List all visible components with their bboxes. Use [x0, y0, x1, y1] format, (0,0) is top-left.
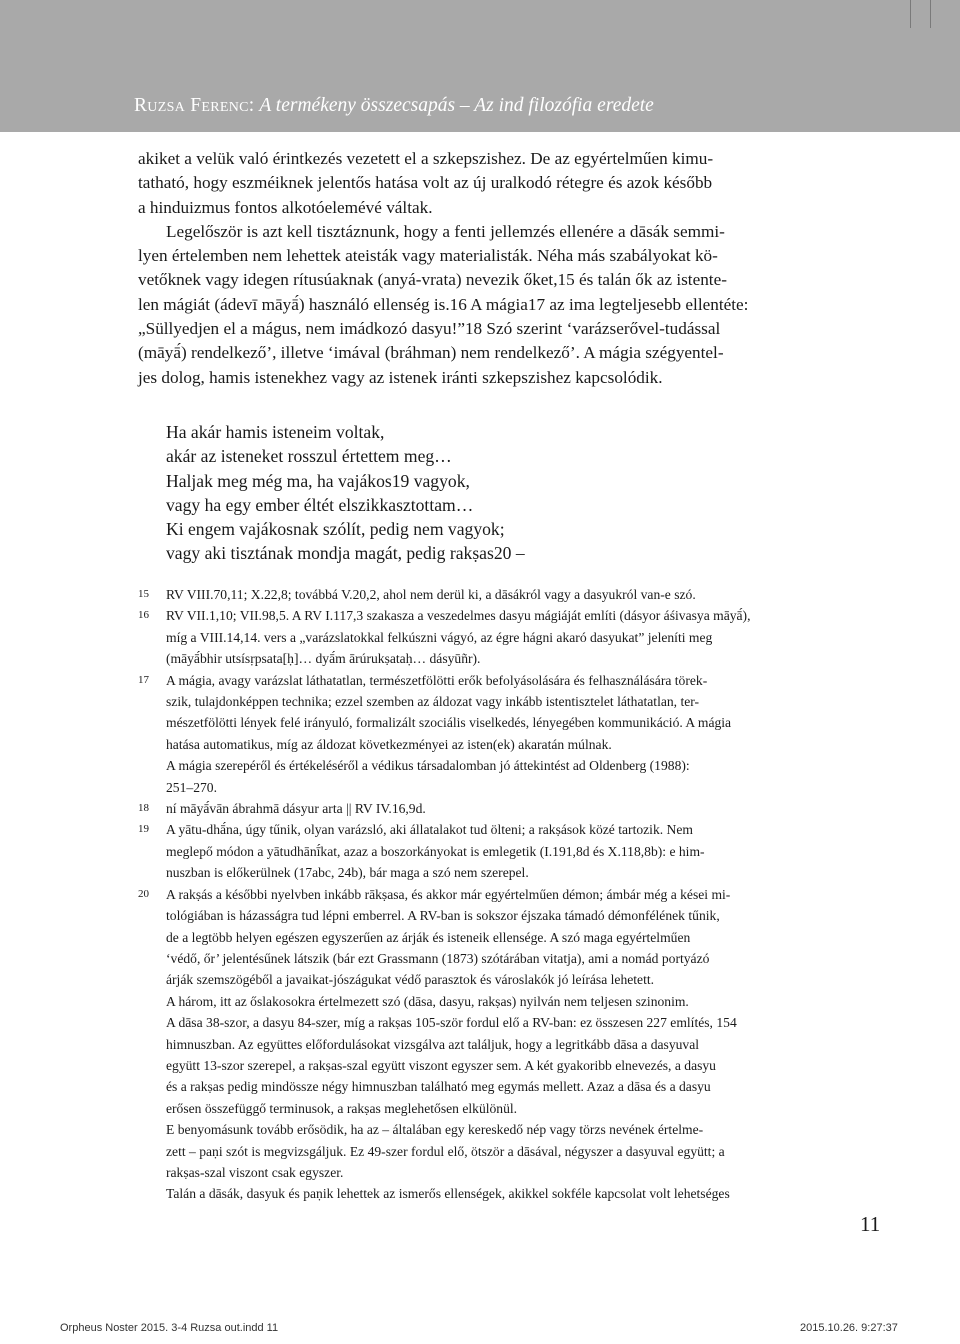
paragraph: [138, 147, 822, 220]
header-author: Ruzsa Ferenc:: [134, 95, 255, 116]
page-number: 11: [860, 1212, 881, 1236]
footnote-line: szik, tulajdonképpen technika; ezzel szemben az áldozat vagy inkább istentisztelet láthatatlan, ter-: [166, 694, 700, 710]
footnote-line: A mágia szerepéről és értékeléséről a védikus társadalomban jó áttekintést ad Oldenberg (1988):: [166, 758, 690, 774]
text-line: Legelőször is azt kell tisztáznunk, hogy a fenti jellemzés ellenére a dāsák semmi-: [166, 221, 725, 241]
text-line: lyen értelemben nem lehettek ateisták vagy materialisták. Néha más szabályokat kö-: [138, 246, 718, 266]
main-text: [138, 147, 822, 390]
text-line: a hinduizmus fontos alkotóelemévé váltak.: [138, 197, 433, 217]
footnote-line: Talán a dāsák, dasyuk és paṇik lehettek az ismerős ellenségek, akikkel sokféle kapcsolat volt lehetséges: [166, 1186, 730, 1202]
footnote-line: míg a VIII.14,14. vers a „varázslatokkal felkúszni vágyó, az égre hágni akaró dasyukat” jeleníti meg: [166, 629, 713, 645]
footnote-number: 18: [138, 802, 149, 815]
footnote: [138, 884, 822, 1205]
footnote: [138, 584, 822, 605]
footnote-line: (māyā́bhir utsísṛpsata[ḥ]… dyā́m ārúrukṣataḥ… dásyūñr).: [166, 651, 481, 667]
print-slug-date: 2015.10.26. 9:27:37: [800, 1322, 898, 1334]
footnote-line: A yātu-dhā́na, úgy tűnik, olyan varázsló, aki állatalakot tud ölteni; a rakṣások közé tartozik. Nem: [166, 822, 693, 838]
footnote-line: 251–270.: [166, 779, 217, 795]
footnote-line: nuszban is előkerülnek (17abc, 24b), bár maga a szó nem szerepel.: [166, 865, 529, 881]
footnote: [138, 819, 822, 883]
footnote-line: együtt 13-szor szerepel, a rakṣas-szal együtt viszont egyszer sem. A két gyakoribb elnevezés, a dasyu: [166, 1057, 716, 1073]
text-line: len mágiát (ádevī māyā́) használó ellenség is.16 A mágia17 az ima legteljesebb ellentéte:: [138, 294, 749, 314]
footnote: [138, 798, 822, 819]
footnote-line: és a rakṣas pedig mindössze négy himnuszban található meg egymás mellett. Azaz a dāsa és a dasyu: [166, 1079, 711, 1095]
footnote-line: A mágia, avagy varázslat láthatatlan, természetfölötti erők befolyásolására és felhasználására törek-: [166, 672, 708, 688]
footnote-number: 17: [138, 673, 149, 686]
verse-line: vagy aki tisztának mondja magát, pedig rakṣas20 –: [166, 543, 525, 564]
footnote-number: 20: [138, 887, 149, 900]
footnote-line: rakṣas-szal viszont csak egyszer.: [166, 1164, 344, 1180]
footnote-line: A rakṣás a későbbi nyelvben inkább rākṣasa, és akkor már egyértelműen démon; ámbár még a kései mi-: [166, 886, 731, 902]
footnote-line: E benyomásunk tovább erősödik, ha az – általában egy kereskedő nép vagy törzs nevének értelme-: [166, 1122, 704, 1138]
footnote-line: ‘védő, őr’ jelentésűnek látszik (bár ezt Grassmann (1873) szótárában vitatja), ami a nomád portyázó: [166, 950, 710, 966]
footnote-line: hatása automatikus, míg az áldozat következményei az isten(ek) akaratán múlnak.: [166, 736, 612, 752]
footnotes: [138, 584, 822, 1205]
header-title: A termékeny összecsapás – Az ind filozófia eredete: [259, 95, 654, 116]
footnote-line: A dāsa 38-szor, a dasyu 84-szer, míg a rakṣas 105-ször fordul elő a RV-ban: ez összesen 227 említés, 154: [166, 1015, 737, 1031]
footnote-line: tológiában is házasságra tud lépni emberrel. A RV-ban is sokszor éjszaka támadó démonfélének tűnik,: [166, 908, 720, 924]
paragraph: [138, 220, 822, 390]
footnote-line: meglepő módon a yātudhānī́kat, azaz a boszorkányokat is emlegetik (I.191,8d és X.118,8b): e him-: [166, 843, 705, 859]
footnote: [138, 670, 822, 798]
verse-line: vagy ha egy ember éltét elszikkasztottam…: [166, 494, 474, 515]
crop-mark: [910, 0, 911, 28]
text-line: „Süllyedjen el a mágus, nem imádkozó dasyu!”18 Szó szerint ‘varázserővel-tudással: [138, 319, 721, 339]
verse-line: Haljak meg még ma, ha vajákos19 vagyok,: [166, 470, 470, 491]
print-slug-file: Orpheus Noster 2015. 3-4 Ruzsa out.indd 11: [60, 1322, 279, 1334]
text-line: vetőknek vagy idegen rítusúaknak (anyá-vrata) nevezik őket,15 és talán ők az istente-: [138, 270, 727, 290]
footnote-line: RV VIII.70,11; X.22,8; továbbá V.20,2, ahol nem derül ki, a dāsákról vagy a dasyukról van-e szó.: [166, 587, 696, 602]
footnote-line: árják szemszögéből a javaikat-jószágukat védő parasztok és városlakók jó leírása lehetett.: [166, 972, 655, 988]
footnote-line: mészetfölötti lények felé irányuló, formalizált szociális viselkedés, lényegében kommunikáció. A mágia: [166, 715, 732, 731]
verse-line: Ha akár hamis isteneim voltak,: [166, 422, 385, 442]
footnote-number: 15: [138, 588, 149, 600]
verse-line: akár az isteneket rosszul értettem meg…: [166, 446, 452, 467]
running-header: [134, 95, 654, 117]
text-line: jes dolog, hamis istenekhez vagy az istenek iránti szkepszishez kapcsolódik.: [138, 367, 663, 387]
footnote-number: 16: [138, 609, 149, 622]
footnote-line: de a legtöbb helyen egészen egyszerűen az árják és isteneik ellensége. A szó maga egyértelműen: [166, 929, 691, 945]
verse-quotation: [166, 420, 525, 566]
footnote-line: RV VII.1,10; VII.98,5. A RV I.117,3 szakasza a veszedelmes dasyu mágiáját említi (dásyor áśivasya māyā́),: [166, 608, 751, 624]
verse-line: Ki engem vajákosnak szólít, pedig nem vagyok;: [166, 519, 505, 540]
footnote-line: zett – paṇi szót is megvizsgáljuk. Ez 49-szer fordul elő, ötször a dāsával, négyszer a dasyuval együtt; a: [166, 1143, 725, 1159]
footnote-line: himnuszban. Az együttes előfordulásokat vizsgálva azt találjuk, hogy a legritkább dāsa a dasyuval: [166, 1036, 700, 1052]
footnote-number: 19: [138, 823, 149, 836]
footnote-line: erősen összefüggő terminusok, a rakṣas meglehetősen elkülönül.: [166, 1100, 518, 1116]
text-line: tatható, hogy eszméiknek jelentős hatása volt az új uralkodó rétegre és azok később: [138, 173, 713, 193]
footnote: [138, 605, 822, 669]
text-line: akiket a velük való érintkezés vezetett el a szkepszishez. De az egyértelműen kimu-: [138, 149, 714, 168]
footnote-line: A három, itt az őslakosokra értelmezett szó (dāsa, dasyu, rakṣas) nyilván nem teljesen szinonim.: [166, 993, 689, 1009]
crop-mark: [930, 0, 931, 28]
text-line: (māyā́) rendelkező’, illetve ‘imával (bráhman) nem rendelkező’. A mágia szégyentel-: [138, 343, 724, 363]
footnote-line: ní māyā́vān ábrahmā dásyur arta || RV IV.16,9d.: [166, 801, 426, 817]
